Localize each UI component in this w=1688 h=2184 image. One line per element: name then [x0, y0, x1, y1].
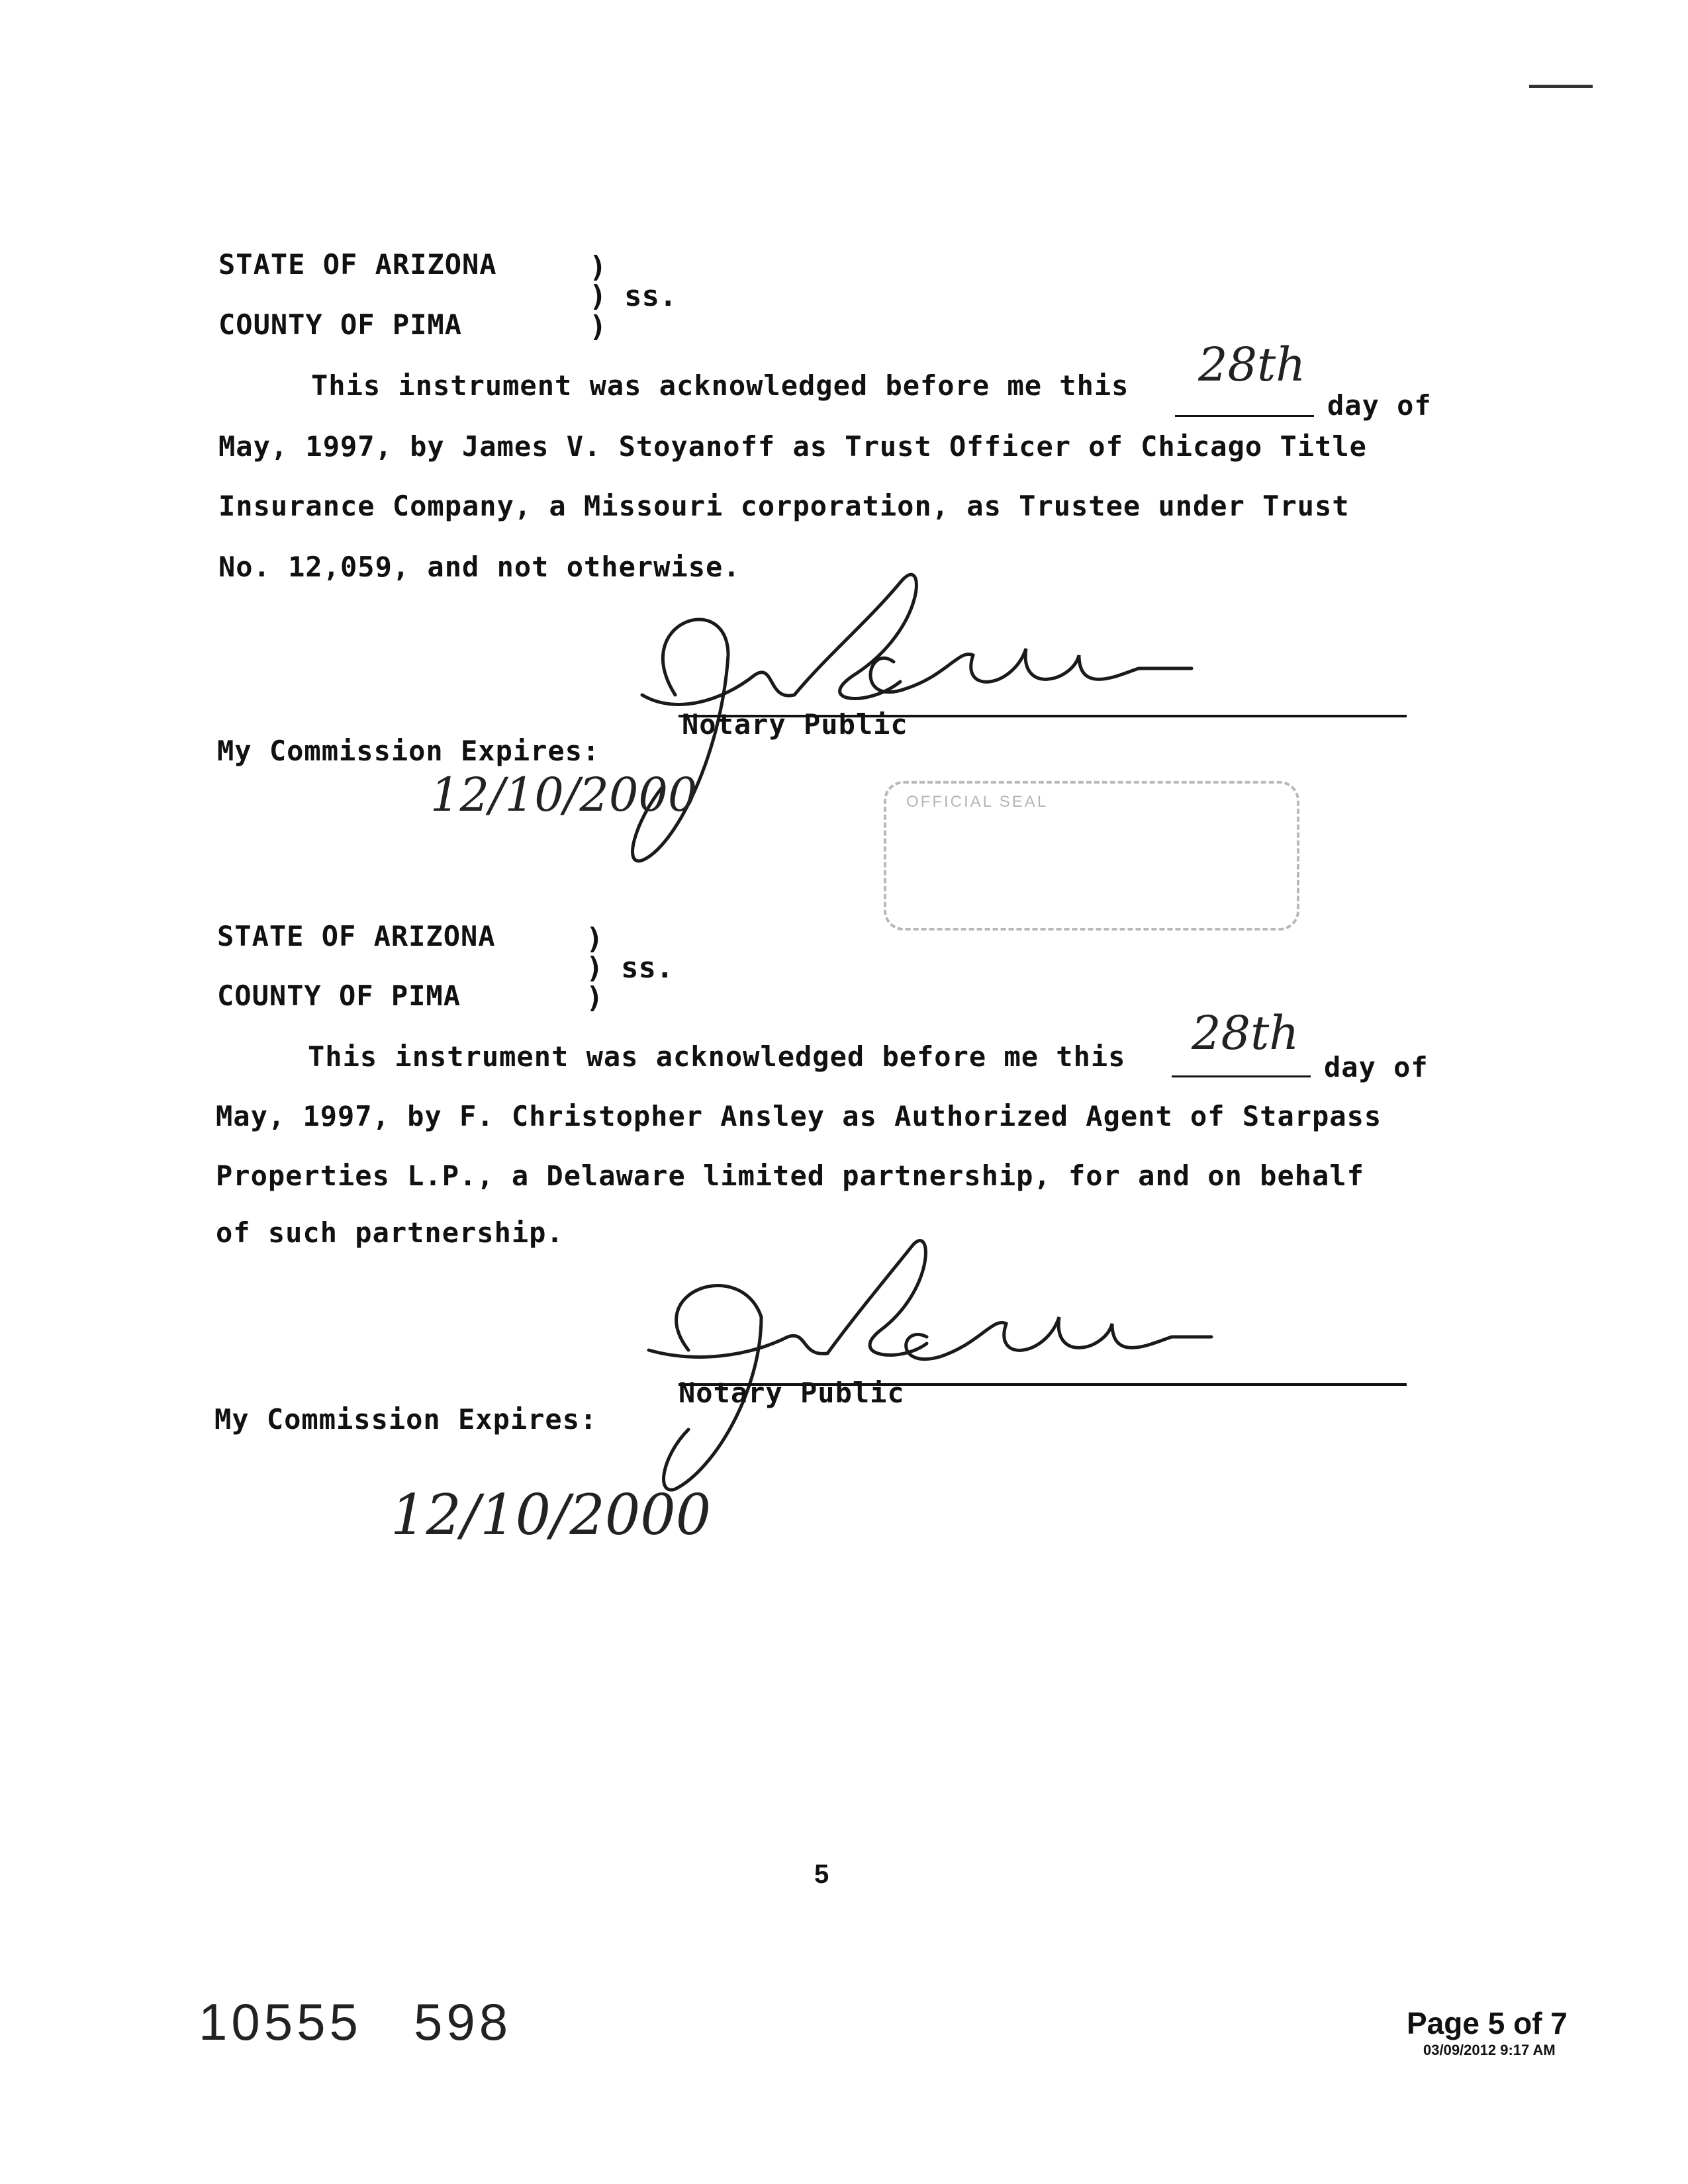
ack-line-1a: This instrument was acknowledged before me this	[311, 369, 1129, 402]
print-timestamp: 03/09/2012 9:17 AM	[1423, 2042, 1556, 2058]
ack-line-1c: May, 1997, by James V. Stoyanoff as Trust Officer of Chicago Title	[218, 430, 1367, 463]
venue-paren-1b: ) ss.	[589, 279, 677, 313]
ack-line-2b: day of	[1324, 1051, 1429, 1083]
notary-label-2: Notary Public	[679, 1377, 905, 1409]
ack-line-2d: Properties L.P., a Delaware limited partnership, for and on behalf	[216, 1160, 1364, 1192]
commission-label-2: My Commission Expires:	[214, 1403, 598, 1435]
day-underline-2	[1172, 1075, 1311, 1077]
commission-date-1: 12/10/2000	[430, 768, 698, 822]
county-label-2: COUNTY OF PIMA	[217, 979, 461, 1012]
ack-line-1b: day of	[1327, 389, 1432, 422]
county-label-1: COUNTY OF PIMA	[218, 308, 463, 341]
ack-line-2a: This instrument was acknowledged before me this	[308, 1040, 1126, 1073]
venue-paren-1c: )	[589, 310, 607, 343]
day-underline-1	[1175, 415, 1314, 417]
commission-label-1: My Commission Expires:	[217, 735, 600, 767]
ack-line-1e: No. 12,059, and not otherwise.	[218, 551, 741, 583]
venue-paren-1a: )	[589, 250, 607, 284]
page-info: Page 5 of 7	[1407, 2006, 1568, 2040]
page-number-recording: 598	[414, 1993, 512, 2051]
commission-date-2: 12/10/2000	[391, 1482, 712, 1547]
notary-seal: OFFICIAL SEAL	[884, 781, 1299, 931]
venue-paren-2c: )	[586, 981, 604, 1015]
ack-line-1d: Insurance Company, a Missouri corporation, as Trustee under Trust	[218, 490, 1350, 522]
state-label-2: STATE OF ARIZONA	[217, 920, 496, 952]
venue-paren-2a: )	[586, 922, 604, 956]
page-number: 5	[814, 1860, 829, 1889]
day-handwritten-2: 28th	[1192, 1006, 1299, 1060]
day-handwritten-1: 28th	[1198, 338, 1306, 392]
notary-signature-2	[635, 1218, 1231, 1509]
book-number: 10555	[199, 1993, 362, 2051]
scan-mark	[1529, 85, 1593, 88]
state-label-1: STATE OF ARIZONA	[218, 248, 497, 281]
ack-line-2e: of such partnership.	[216, 1216, 564, 1249]
notary-label-1: Notary Public	[682, 708, 908, 741]
ack-line-2c: May, 1997, by F. Christopher Ansley as Authorized Agent of Starpass	[216, 1100, 1382, 1132]
venue-paren-2b: ) ss.	[586, 951, 674, 985]
